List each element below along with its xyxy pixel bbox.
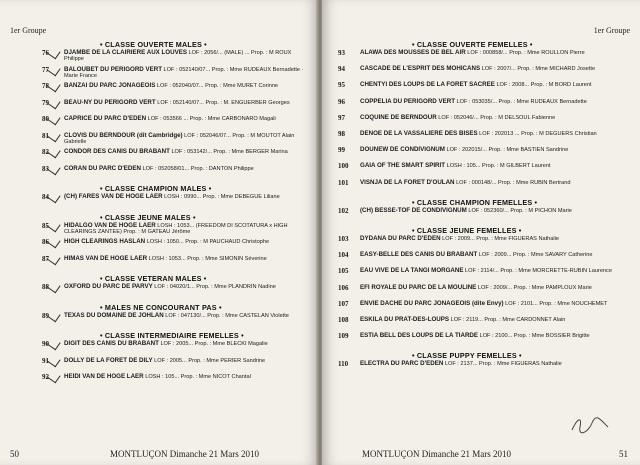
entry-number: 92 [42,373,49,381]
dog-name: EAU VIVE DE LA TANGI MORGANE [360,267,464,275]
entry-details: LOSH : 1053... Prop. : Mme SIMONIN Séverine [147,255,267,262]
section-header: • CLASSE OUVERTE FEMELLES • [412,40,533,49]
entry-details: LOF : 000148/... Prop. : Mme RUBIN Bertrand [454,179,571,186]
entry-details: LOF : 052360/... Prop. : M PICHON Marie [466,207,572,214]
entry-number: 79 [42,98,49,107]
entry-number: 107 [338,299,349,308]
handwritten-check-mark [46,235,60,249]
catalog-entry [42,49,308,63]
entry-number: 87 [42,254,49,263]
handwritten-check-mark [46,353,60,367]
entry-number: 90 [42,340,49,348]
catalog-entry [42,373,308,381]
catalog-entry [338,316,622,324]
entry-number: 77 [42,65,49,74]
dog-name: HIMAS VAN DE HOGE LAER [64,254,148,262]
handwritten-check-mark [46,112,60,126]
entry-details: LOF : 052040/07... Prop. : Mme MURET Corinne [155,83,279,89]
dog-name: ELECTRA DU PARC D'EDEN [360,360,444,368]
entry-details: LOSH : 0990... Prop. : Mme DEBEGUE Liliane [162,194,280,200]
catalog-entry [338,360,622,369]
dog-name: EASY-BELLE DES CANIS DU BRABANT [360,251,478,259]
dog-name: CORAN DU PARC D'EDEN [64,164,141,172]
entry-details: LOSH : 1050... Prop. : M PAUCHAUD Christophe [145,239,270,245]
entry-details: LOF : 2009... Prop. : Mme FIGUERAS Nathalie [440,236,559,242]
catalog-entry [42,221,308,236]
dog-name: ESTIA BELL DES LOUPS DE LA TIARDE [360,332,479,340]
catalog-entry [42,148,308,156]
entry-details: LOF : 2008... Prop. : M BORD Laurent [494,82,592,89]
entry-details: LOF : 2119... Prop. : Mme CARDONNET Alain [449,317,566,323]
entry-number: 110 [338,360,349,369]
entry-number: 85 [42,221,49,230]
entry-number: 105 [338,267,349,276]
dog-name: CLOVIS DU BERNDOUR (dit Cambridge) [64,131,183,139]
dog-name: HIGH CLEARINGS HASLAN [64,238,146,245]
catalog-entry [338,49,622,57]
dog-name: (CH) FARES VAN DE HOGE LAER [64,193,163,200]
dog-name: ENVIE DACHE DU PARC JONAGEOIS (dite Envy) [360,299,504,307]
section-header: • CLASSE VETERAN MALES • [100,274,207,283]
page-number-left: 50 [10,449,19,459]
handwritten-check-mark [46,308,60,322]
entry-number: 97 [338,113,345,122]
dog-name: DENOE DE LA VASSALIERE DES BISES [360,130,478,137]
entry-details: LOSH : 1053... (FREEDOM DI SCOTATURA x HIGH CLEARINGS ZANTEE) Prop. : M GATEAU Jérôme [64,222,288,235]
catalog-entry [42,115,308,123]
dog-name: (CH) BESSE-TOF DE CONDIVIGNUM [360,206,467,214]
handwritten-check-mark [46,79,60,93]
handwritten-check-mark [46,251,60,265]
entry-details: LOF : 052140/07... Prop. : M. ENGUERBER Georges [155,99,290,106]
entry-number: 84 [42,193,49,201]
entry-number: 108 [338,316,349,324]
entry-details: LOF : 2005... Prop. : Mme BLECKI Magalie [158,341,268,347]
dog-name: TEXAS DU DOMAINE DE JOHLAN [64,311,164,319]
dog-name: OXFORD DU PARC DE PARVY [64,283,153,290]
catalog-entry [338,113,622,122]
entry-number: 88 [42,283,49,291]
entry-details: LOF : 2056/... (MALE) ... Prop. : M ROUX Philippe [64,50,292,63]
entry-details: LOF : 052046/... Prop. : M DELSOUL Fabienne [436,114,556,121]
catalog-entry [42,254,308,263]
entry-number: 101 [338,178,349,187]
entry-number: 93 [338,49,345,57]
section-header: • CLASSE CHAMPION FEMELLES • [412,197,538,207]
handwritten-check-mark [46,280,60,294]
dog-name: VISNJA DE LA FORET D'OULAN [360,178,455,186]
entry-details: LOF : 202015/... Prop. : Mme BASTIEN Sandrine [444,147,569,154]
dog-name: DOLLY DE LA FORET DE DILY [64,356,153,364]
footer-right: MONTLUÇON Dimanche 21 Mars 2010 [362,449,511,459]
dog-name: HIDALGO VAN DE HOGE LAER [64,221,156,229]
handwritten-check-mark [46,218,60,232]
dog-name: GAIA OF THE SMART SPIRIT [360,162,446,170]
entry-details: LOF : 2009/... Prop. : Mme PAMPLOUX Marie [476,284,592,291]
entry-details: LOF : 053142/... Prop. : Mme BERGER Marina [169,149,288,155]
entry-details: LOF : 2101... Prop. : Mme NOUCHEMET [503,300,608,307]
dog-name: DYDANA DU PARC D'EDEN [360,235,441,242]
dog-name: CASCADE DE L'ESPRIT DES MOHICANS [360,65,481,73]
catalog-entry [338,97,622,106]
handwritten-check-mark [46,62,60,76]
catalog-entry [338,65,622,74]
entry-number: 109 [338,332,349,341]
entry-number: 96 [338,97,345,106]
entry-details: LOF : 2114/... Prop. : Mme MORCRETTE-RUBIN Laurence [463,268,612,275]
catalog-entry [338,251,622,260]
dog-name: BANZAI DU PARC JONAGEOIS [64,82,156,89]
catalog-entry [42,98,308,107]
entry-details: LOF : 202013 ... Prop. : M DEGUERS Christian [477,131,597,137]
handwritten-check-mark [46,190,60,204]
catalog-entry [338,283,622,292]
catalog-entry [42,356,308,365]
section-header: • CLASSE INTERMEDIAIRE FEMELLES • [100,331,244,340]
catalog-entry [42,238,308,246]
catalog-entry [338,178,622,187]
entry-details: LOF : 047130/... Prop. : Mme CASTELAN Violette [163,312,289,319]
entry-details: LOF : 053035/... Prop. : Mme RUDEAUX Bernadette [455,98,587,105]
catalog-entry [338,299,622,308]
catalog-entry [338,235,622,243]
entry-number: 94 [338,65,345,74]
entry-details: LOF : 2100... Prop. : Mme BOSSIER Brigitte [478,333,590,340]
entry-details: LOF : 052046/07... Prop. : M MOUTOT Alain Gabrielle [64,132,295,145]
handwritten-check-mark [46,128,60,142]
handwritten-check-mark [46,95,60,109]
group-label-right: 1er Groupe [593,26,630,35]
dog-name: EFI ROYALE DU PARC DE LA MOULINE [360,283,477,291]
catalog-entry [42,340,308,348]
dog-name: COPPELIA DU PERIGORD VERT [360,97,455,105]
group-label-left: 1er Groupe [10,26,47,35]
catalog-entry [42,65,308,80]
entry-details: LOSH : 105... Prop. : M GILBERT Laurent [445,163,551,170]
dog-name: ALAWA DES MOUSSES DE BEL AIR [360,49,466,56]
catalog-entry [42,164,308,173]
entry-number: 83 [42,164,49,173]
entry-number: 76 [42,49,49,57]
entry-number: 100 [338,162,349,171]
entry-details: LOF : 2009... Prop. : Mme SAVARY Catherine [477,252,593,259]
entry-number: 106 [338,283,349,292]
page-number-right: 51 [619,449,628,459]
dog-name: BEAU-NY DU PERIGORD VERT [64,98,156,106]
entry-details: LOF : 052058/01... Prop. : DANTON Philippe [140,165,254,172]
entry-number: 95 [338,81,345,90]
handwritten-check-mark [46,337,60,351]
catalog-entry [338,267,622,276]
entry-number: 98 [338,130,345,138]
entry-number: 86 [42,238,49,246]
catalog-entry [338,146,622,155]
section-header: • MALES NE CONCOURANT PAS • [100,302,222,312]
entry-number: 103 [338,235,349,243]
dog-name: CHENTYI DES LOUPS DE LA FORET SACREE [360,81,495,89]
entry-details: LOF : 053566 ... Prop. : Mme CARBONARO Magali [146,116,276,122]
entry-number: 82 [42,148,49,156]
handwritten-check-mark [46,145,60,159]
entry-number: 91 [42,356,49,365]
section-header: • CLASSE JEUNE FEMELLES • [412,226,522,235]
left-page [0,0,318,465]
catalog-entry [42,193,308,201]
entry-details: LOSH : 105... Prop. : Mme NICOT Chantal [143,374,251,380]
entry-number: 89 [42,311,49,320]
section-header: • CLASSE OUVERTE MALES • [100,40,207,49]
dog-name: HEIDI VAN DE HOGE LAER [64,373,144,380]
right-page [322,0,640,465]
catalog-entry [42,131,308,146]
entry-number: 80 [42,115,49,123]
entry-number: 81 [42,131,49,140]
entry-details: LOF : 2137... Prop. : Mme FIGUERAS Nathalie [443,361,562,368]
dog-name: DJAMBE DE LA CLAIRIERE AUX LOUVES [64,49,187,56]
entry-details: LOF : 2005... Prop. : Mme PERIER Sandrine [152,357,266,364]
catalog-entry [42,82,308,90]
section-header: • CLASSE CHAMPION MALES • [100,184,212,193]
dog-name: BALOUBET DU PERIGORD VERT [64,65,162,73]
dog-name: DOUNEW DE CONDIVIGNUM [360,146,445,154]
catalog-entry [338,81,622,90]
dog-name: ESKILA DU PRAT-DES-LOUPS [360,316,450,323]
section-header: • CLASSE PUPPY FEMELLES • [412,351,522,361]
entry-number: 104 [338,251,349,260]
entry-details: LOF : 2007/... Prop. : Mme MICHARD Josette [480,66,596,73]
catalog-entry [42,283,308,291]
dog-name: COQUINE DE BERNDOUR [360,113,437,121]
entry-number: 99 [338,146,345,155]
dog-name: CAPRICE DU PARC D'EDEN [64,115,147,122]
catalog-entry [338,206,622,215]
dog-name: DIGIT DES CANIS DU BRABANT [64,340,159,347]
section-header: • CLASSE JEUNE MALES • [100,212,196,222]
catalog-entry [338,162,622,171]
catalog-entry [338,332,622,341]
catalog-entry [338,130,622,138]
entry-details: LOF : 04020/1... Prop. : Mme PLANDRIN Nadine [152,284,276,290]
entry-number: 78 [42,82,49,90]
catalog-entry [42,311,308,320]
dog-name: CONDOR DES CANIS DU BRABANT [64,148,170,155]
entry-details: LOF : 052140/07... Prop. : Mme RUDEAUX Bernadette · Marie France [64,66,304,79]
entry-details: LOF : 000858/... Prop. : Mme ROULLON Pierre [465,50,585,56]
handwritten-check-mark [46,370,60,384]
handwritten-signature [570,415,610,435]
entry-number: 102 [338,206,349,215]
handwritten-check-mark [46,161,60,175]
footer-left: MONTLUÇON Dimanche 21 Mars 2010 [110,449,259,459]
handwritten-check-mark [46,46,60,60]
